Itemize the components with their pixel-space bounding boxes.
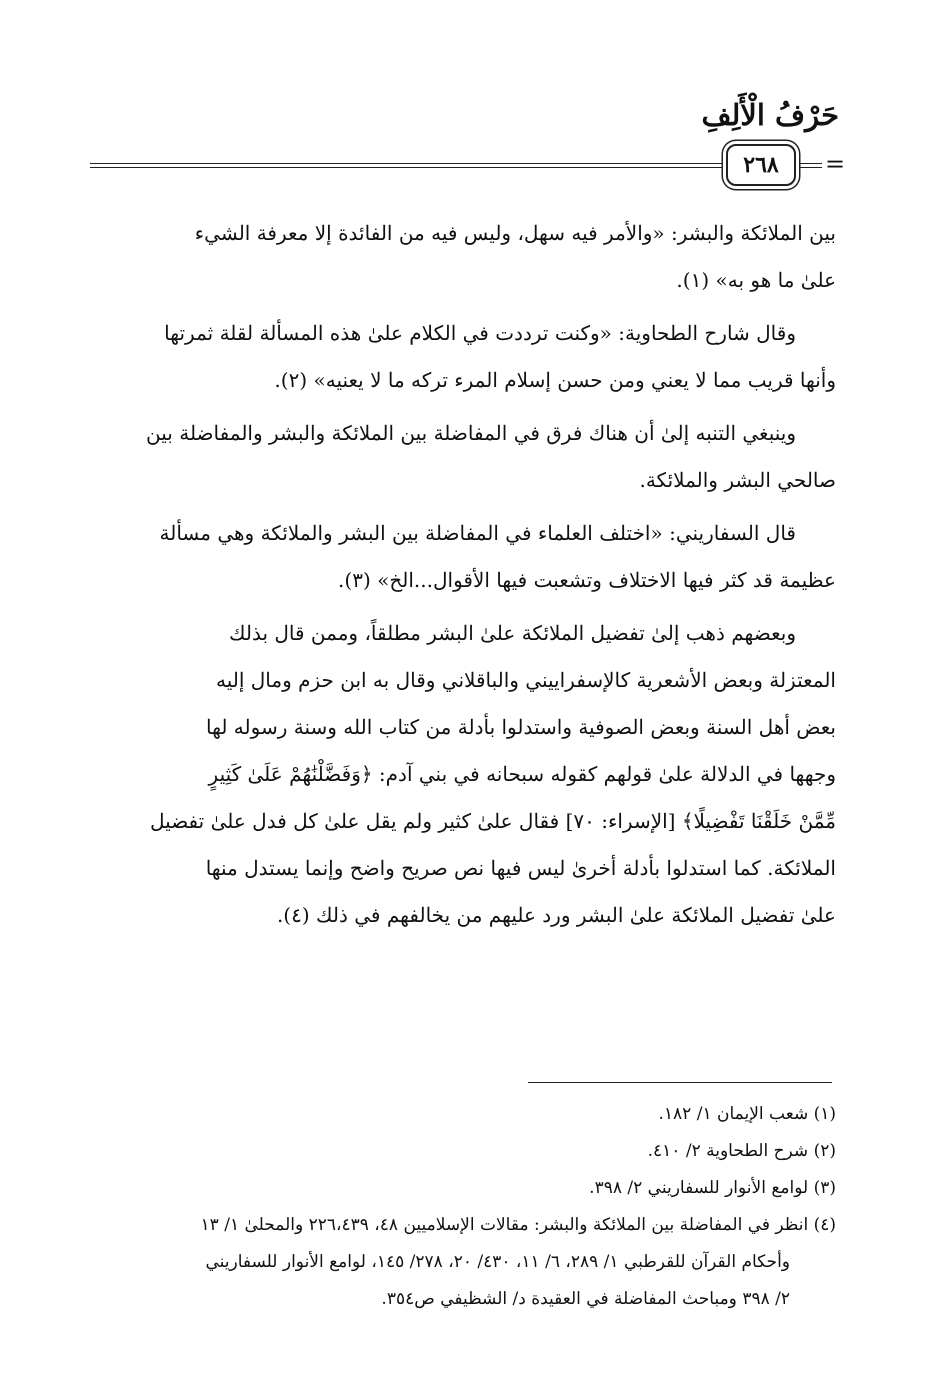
footnote-2: (٢) شرح الطحاوية ٢/ ٤١٠. [647, 1141, 836, 1161]
footnote-4: (٤) انظر في المفاضلة بين الملائكة والبشر: مقالات الإسلاميين ٤٨، ٢٢٦،٤٣٩ والمحلىٰ ١/ ١٣ [200, 1215, 836, 1235]
text-line: الملائكة. كما استدلوا بأدلة أخرىٰ ليس فيها نص صريح واضح وإنما يستدل منها [205, 856, 836, 880]
main-text [96, 210, 836, 939]
footnote-4-continued: ٢/ ٣٩٨ ومباحث المفاضلة في العقيدة د/ الشظيفي ص٣٥٤. [381, 1289, 790, 1309]
page-number: ٢٦٨ [726, 144, 796, 186]
rule-end-mark: = [825, 150, 846, 178]
text-line: وبعضهم ذهب إلىٰ تفضيل الملائكة علىٰ البشر مطلقاً، وممن قال بذلك [229, 621, 796, 645]
running-title: حَرْفُ الْأَلِفِ [701, 98, 839, 132]
text-line: وأنها قريب مما لا يعني ومن حسن إسلام المرء تركه ما لا يعنيه» (٢). [274, 368, 836, 392]
text-line: علىٰ تفضيل الملائكة علىٰ البشر ورد عليهم من يخالفهم في ذلك (٤). [276, 903, 836, 927]
footnote-separator [528, 1082, 832, 1083]
text-line: قال السفاريني: «اختلف العلماء في المفاضلة بين البشر والملائكة وهي مسألة [159, 521, 796, 545]
text-line: وجهها في الدلالة علىٰ قولهم كقوله سبحانه في بني آدم: ﴿وَفَضَّلْنَٰهُمْ عَلَىٰ كَثِيرٍ [208, 762, 836, 786]
text-line: المعتزلة وبعض الأشعرية كالإسفراييني والباقلاني وقال به ابن حزم ومال إليه [215, 668, 836, 692]
footnote-3: (٣) لوامع الأنوار للسفاريني ٢/ ٣٩٨. [589, 1178, 836, 1198]
text-line: علىٰ ما هو به» (١). [676, 268, 836, 292]
text-line: وينبغي التنبه إلىٰ أن هناك فرق في المفاضلة بين الملائكة والبشر والمفاضلة بين [146, 421, 796, 445]
text-line: صالحي البشر والملائكة. [639, 468, 836, 492]
header-rule [90, 144, 846, 188]
text-line: مِّمَّنْ خَلَقْنَا تَفْضِيلًا﴾ [الإسراء: ٧٠] فقال علىٰ كثير ولم يقل علىٰ كل فدل علىٰ تفضيل [150, 809, 836, 833]
double-rule-left [90, 163, 722, 168]
text-line: وقال شارح الطحاوية: «وكنت ترددت في الكلام علىٰ هذه المسألة لقلة ثمرتها [164, 321, 796, 345]
text-line: بعض أهل السنة وبعض الصوفية واستدلوا بأدلة من كتاب الله وسنة رسوله لها [206, 715, 836, 739]
footnote-4-continued: وأحكام القرآن للقرطبي ١/ ٢٨٩، ٦/ ١١، ٤٣٠/ ٢٠، ٢٧٨/ ١٤٥، لوامع الأنوار للسفاريني [205, 1252, 790, 1272]
footnote-1: (١) شعب الإيمان ١/ ١٨٢. [658, 1104, 836, 1124]
text-line: عظيمة قد كثر فيها الاختلاف وتشعبت فيها الأقوال...الخ» (٣). [338, 568, 836, 592]
footnotes [96, 1096, 836, 1318]
double-rule-right [800, 163, 822, 168]
text-line: بين الملائكة والبشر: «والأمر فيه سهل، وليس فيه من الفائدة إلا معرفة الشيء [194, 221, 836, 245]
